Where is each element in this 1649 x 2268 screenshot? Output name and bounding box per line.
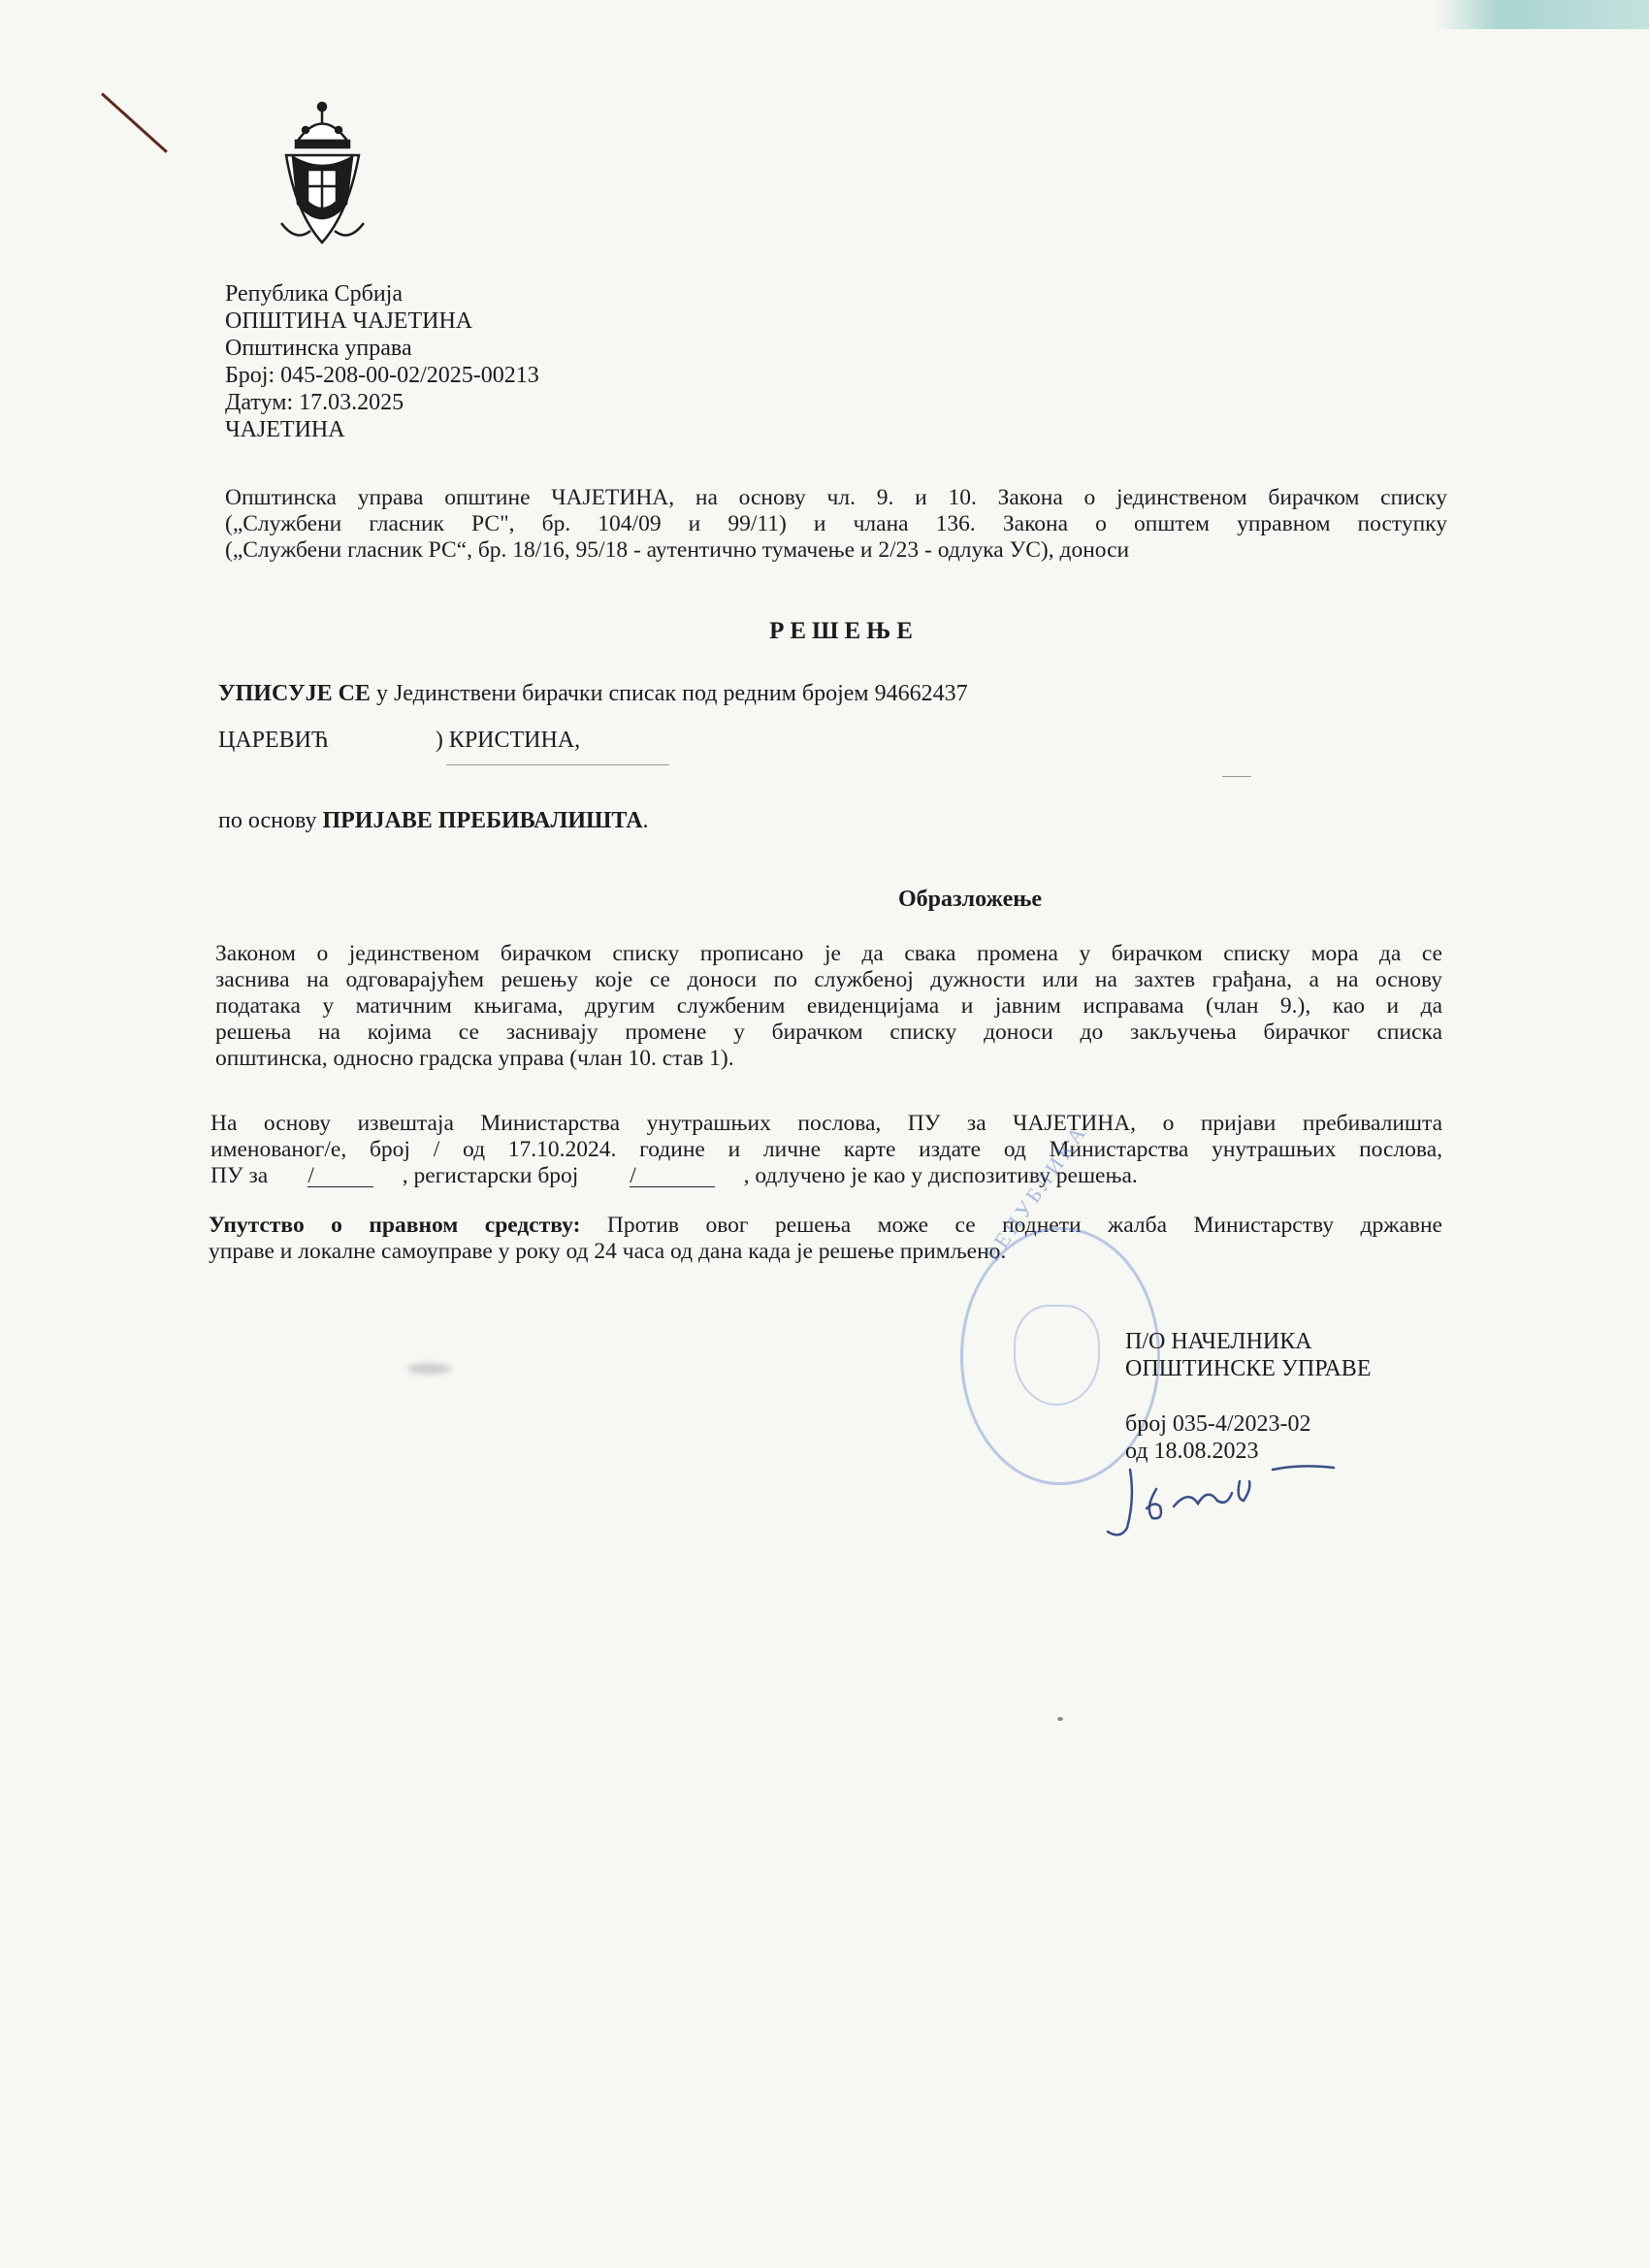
instruction-line xyxy=(209,1213,1442,1239)
header-administration: Општинска управа xyxy=(225,336,412,361)
name-surname: ЦАРЕВИЋ xyxy=(218,728,329,753)
legal-remedy-instruction xyxy=(209,1213,1442,1265)
reasoning-line: Законом о јединственом бирачком списку прописано је да свака промена у бирачком списку мора да се xyxy=(215,941,1442,966)
intro-line: Општинска управа општине ЧАЈЕТИНА, на основу чл. 9. и 10. Закона о јединственом бирачком списку xyxy=(225,485,1447,510)
registry-label: , регистарски број xyxy=(402,1163,579,1188)
intro-paragraph xyxy=(225,485,1447,564)
reasoning-paragraph-2 xyxy=(210,1111,1442,1189)
decision-lead: УПИСУЈЕ СЕ xyxy=(218,681,371,706)
handwritten-signature xyxy=(1096,1460,1348,1547)
instruction-line: управе и локалне самоуправе у року од 24 часа од дана када је решење примљено. xyxy=(209,1239,1007,1264)
reasoning-paragraph-1 xyxy=(215,941,1442,1072)
name-given: ) КРИСТИНА, xyxy=(435,728,581,753)
basis-bold: ПРИЈАВЕ ПРЕБИВАЛИШТА xyxy=(322,808,643,833)
reasoning-line: именованог/е, број / од 17.10.2024. године и личне карте издате од Министарства унутрашњих послова, xyxy=(210,1137,1442,1162)
header-number: Број: 045-208-00-02/2025-00213 xyxy=(225,363,539,388)
authorization-date: од 18.08.2023 xyxy=(1125,1439,1259,1464)
reasoning-line: решења на којима се заснивају промене у бирачком списку доноси до закључења бирачког списка xyxy=(215,1020,1442,1045)
stamp-emblem xyxy=(1014,1305,1100,1406)
signatory-title: П/О НАЧЕЛНИКА xyxy=(1125,1329,1312,1354)
instruction-label: Упутство о правном средству: xyxy=(209,1213,581,1238)
header-municipality: ОПШТИНА ЧАЈЕТИНА xyxy=(225,308,473,334)
header-city: ЧАЈЕТИНА xyxy=(225,417,345,442)
stamp-text: РЕПУБЛИКА xyxy=(980,1118,1093,1266)
pencil-mark xyxy=(101,92,168,152)
intro-line: („Службени гласник РС“, бр. 18/16, 95/18 - аутентично тумачење и 2/23 - одлука УС), доноси xyxy=(225,537,1130,563)
header-republic: Република Србија xyxy=(225,281,403,307)
decision-name xyxy=(218,728,580,754)
registry-blank: / xyxy=(630,1165,715,1187)
decision-tail: , одлучено је као у диспозитиву решења. xyxy=(743,1163,1138,1188)
reasoning-line xyxy=(210,1163,1442,1189)
basis-suffix: . xyxy=(642,808,649,833)
reasoning-line: На основу извештаја Министарства унутрашњих послова, ПУ за ЧАЈЕТИНА, о пријави пребивалишта xyxy=(210,1111,1442,1136)
signatory-office: ОПШТИНСКЕ УПРАВЕ xyxy=(1125,1356,1372,1381)
basis-prefix: по основу xyxy=(218,808,323,833)
scan-speck xyxy=(1057,1717,1063,1721)
header-date: Датум: 17.03.2025 xyxy=(225,390,404,415)
reasoning-line: општинска, односно градска управа (члан 10. став 1). xyxy=(215,1046,734,1071)
instruction-text: Против овог решења може се поднети жалба Министарству државне xyxy=(580,1213,1442,1238)
scan-edge xyxy=(1436,0,1649,29)
decision-basis xyxy=(218,808,649,834)
redacted-area xyxy=(329,729,436,754)
authorization-number: број 035-4/2023-02 xyxy=(1125,1411,1311,1437)
intro-line: („Службени гласник РС", бр. 104/09 и 99/11) и члана 136. Закона о општем управном поступку xyxy=(225,511,1447,536)
reasoning-line: заснива на одговарајућем решењу које се доноси по службеној дужности или на захтев грађана, а на основу xyxy=(215,967,1442,992)
reasoning-line: података у матичним књигама, другим службеним евиденцијама и јавним исправама (члан 9.), као и да xyxy=(215,993,1442,1019)
redaction-line xyxy=(446,764,669,765)
decision-text: у Јединствени бирачки списак под редним бројем 94662437 xyxy=(370,681,968,706)
decision-title: РЕШЕЊЕ xyxy=(769,618,919,644)
scan-smudge xyxy=(407,1363,451,1375)
pu-label: ПУ за xyxy=(210,1163,269,1188)
reasoning-title: Образложење xyxy=(897,887,1043,912)
serbian-coat-of-arms-icon xyxy=(276,97,369,252)
decision-statement xyxy=(218,681,968,707)
pu-blank: / xyxy=(307,1165,373,1187)
scan-mark xyxy=(1222,776,1251,777)
